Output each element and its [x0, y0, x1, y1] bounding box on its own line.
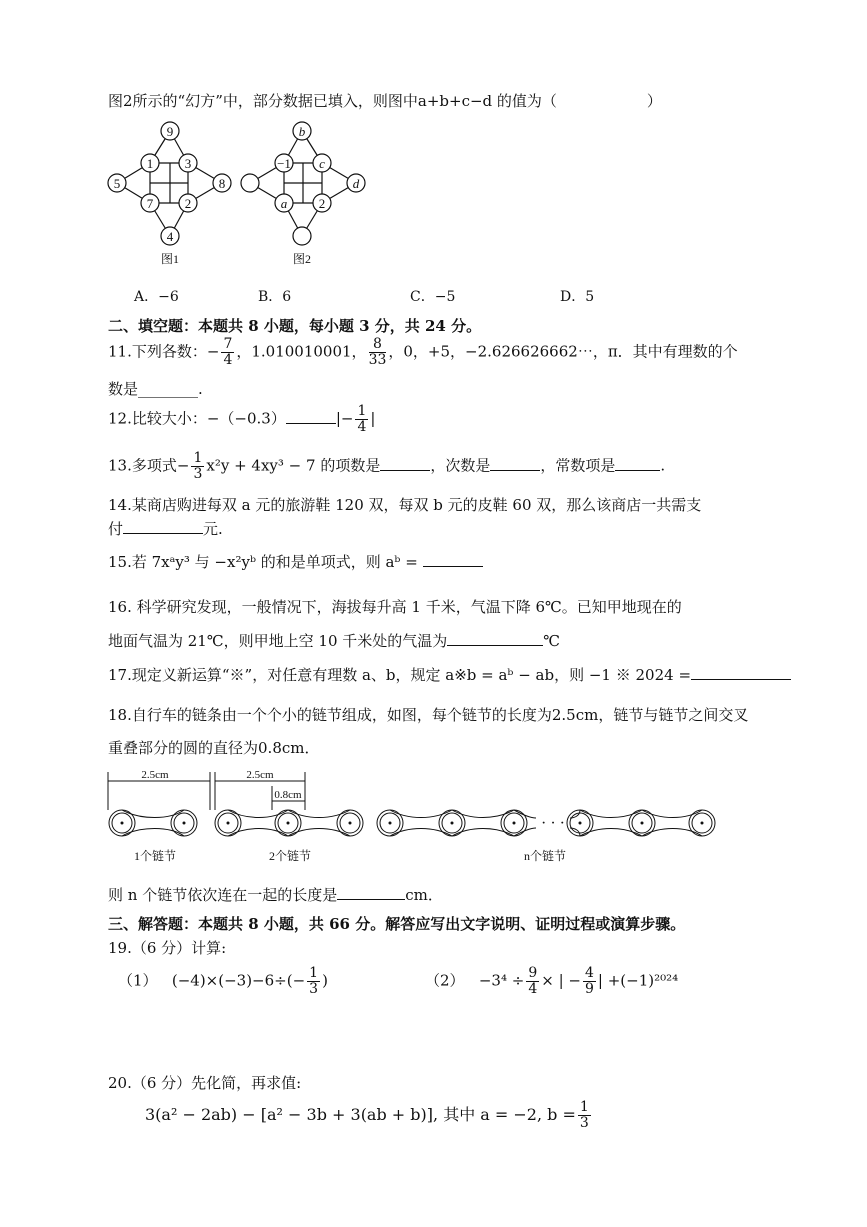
q14-line1: 14.某商店购进每双 a 元的旅游鞋 120 双，每双 b 元的皮鞋 60 双，那么该商店一共需支: [108, 496, 702, 514]
q19-p1-frac: [307, 966, 320, 997]
fig2-caption: 图2: [292, 252, 312, 266]
chain-figure: [100, 768, 720, 868]
q19-p1-frac-den: 3: [309, 981, 319, 997]
q15-text: 15.若 7xᵃy³ 与 −x²yᵇ 的和是单项式，则 aᵇ =: [108, 553, 418, 571]
q16-line2b: ℃: [543, 632, 561, 650]
chain-dim-3: 0.8cm: [274, 789, 302, 801]
magic-square-figures: [100, 118, 380, 268]
q17-text: 17.现定义新运算“※”，对任意有理数 a、b，规定 a※b = aᵇ − ab，则 −1 ※ 2024 =: [108, 666, 692, 684]
q19-p2-mid: × | −: [541, 971, 581, 990]
q13-a: ，次数是: [430, 456, 491, 475]
fig2-right-out: d: [352, 176, 360, 191]
q13-blank-constant[interactable]: [615, 456, 660, 471]
q12-post: |: [370, 409, 376, 428]
fig2-br: 2: [318, 196, 326, 211]
q11-line1: [108, 337, 738, 368]
q19-p1-label: （1）: [118, 971, 158, 990]
q12: [108, 404, 375, 435]
fig1-left-out: 5: [113, 176, 121, 191]
q13-frac: [191, 451, 204, 482]
q15: [108, 551, 483, 572]
q14-line2b: 元.: [203, 520, 223, 538]
q19-p1-frac-num: 1: [309, 965, 319, 981]
q11-mid1: ，1.010010001，: [236, 342, 367, 361]
q14-blank[interactable]: [123, 519, 203, 534]
q16-line2: [108, 630, 560, 651]
fig1-caption: 图1: [160, 252, 180, 266]
q11-pre: 11.下列各数：−: [108, 342, 220, 361]
q12-frac: [355, 404, 368, 435]
fig1-right-out: 8: [218, 176, 226, 191]
q18-answer-b: cm．: [405, 886, 443, 904]
q11-frac1-num: 7: [223, 336, 233, 352]
q13-c: .: [660, 456, 666, 475]
chain-cap-3: n个链节: [523, 849, 567, 863]
chain-dots: · · ·: [541, 815, 565, 832]
q19-p2-frac2: [583, 966, 596, 997]
fig2-right-in: c: [319, 156, 325, 171]
figure-2: [241, 122, 365, 245]
q14-line2a: 付: [108, 520, 124, 538]
fig1-bottom: 4: [166, 229, 174, 244]
q12-mid: |−: [335, 409, 354, 428]
q20-title: 20.（6 分）先化简，再求值:: [108, 1074, 302, 1092]
q13-blank-terms[interactable]: [380, 456, 430, 471]
q16-blank[interactable]: [447, 631, 543, 646]
fig1-top: 9: [166, 124, 174, 139]
q20-frac-den: 3: [579, 1115, 589, 1131]
section3-title: 三、解答题：本题共 8 小题，共 66 分。解答应写出文字说明、证明过程或演算步骤。: [108, 915, 686, 933]
q16-line1: 16. 科学研究发现，一般情况下，海拔每升高 1 千米，气温下降 6℃。已知甲地现在的: [108, 598, 682, 616]
fig2-bl: a: [280, 196, 288, 211]
figure-1: [108, 122, 231, 245]
q15-blank[interactable]: [423, 552, 483, 567]
q19-p2-label: （2）: [425, 971, 465, 990]
q13: [108, 451, 665, 482]
q11-mid2: ，0，+5，−2.626626662⋯，π．其中有理数的个: [388, 342, 738, 361]
q19-p2-frac2-num: 4: [584, 965, 594, 981]
q11-frac2-den: 33: [368, 352, 387, 368]
q18-blank[interactable]: [337, 885, 405, 900]
q13-expr: x²y + 4xy³ − 7 的项数是: [206, 456, 381, 475]
q12-pre: 12.比较大小：−（−0.3）: [108, 409, 286, 428]
q19-title: 19.（6 分）计算:: [108, 939, 227, 957]
q19-p1-end: ): [322, 971, 328, 990]
q13-pre: 13.多项式−: [108, 456, 190, 475]
q11-frac1-den: 4: [223, 352, 233, 368]
q19-p2-frac2-den: 9: [584, 981, 594, 997]
q20-expr: [145, 1100, 593, 1131]
q19-p2-end: | +(−1)²⁰²⁴: [597, 971, 679, 990]
q12-frac-num: 1: [357, 403, 367, 419]
q13-frac-den: 3: [193, 466, 203, 482]
q18-line2: 重叠部分的圆的直径为0.8cm．: [108, 739, 320, 757]
fig2-left-in: −1: [277, 156, 291, 171]
q20-frac: [578, 1100, 591, 1131]
option-b: B．6: [258, 289, 292, 305]
q19-part1: [118, 966, 328, 997]
q18-answer-a: 则 n 个链节依次连在一起的长度是: [108, 886, 338, 904]
q19-part2: [425, 966, 678, 997]
option-c: C．−5: [410, 289, 456, 305]
q10-stem: 图2所示的“幻方”中，部分数据已填入，则图中a+b+c−d 的值为（ ）: [108, 92, 662, 110]
q11-line2: 数是________.: [108, 380, 203, 398]
q13-blank-degree[interactable]: [490, 456, 540, 471]
fig1-br: 2: [184, 196, 192, 211]
q20-expr-text: 3(a² − 2ab) − [a² − 3b + 3(ab + b)], 其中 a = −2, b =: [145, 1105, 576, 1124]
section2-title: 二、填空题：本题共 8 小题，每小题 3 分，共 24 分。: [108, 317, 482, 335]
q19-p1-expr: (−4)×(−3)−6÷(−: [171, 971, 306, 990]
q13-frac-num: 1: [193, 450, 203, 466]
chain-cap-1: 1个链节: [133, 849, 177, 863]
q17: [108, 664, 791, 685]
chain-cap-2: 2个链节: [268, 849, 312, 863]
fig1-right-in: 3: [184, 156, 192, 171]
fig1-bl: 7: [146, 196, 154, 211]
option-a: A．−6: [134, 289, 179, 305]
q11-frac2-num: 8: [369, 337, 387, 353]
q12-frac-den: 4: [357, 419, 367, 435]
q19-p2-frac1-num: 9: [528, 965, 538, 981]
chain-dim-2: 2.5cm: [246, 769, 274, 781]
q11-frac1: [221, 337, 234, 368]
q19-p2-frac1-den: 4: [528, 981, 538, 997]
fig1-left-in: 1: [146, 156, 154, 171]
fig2-top: b: [298, 124, 306, 139]
q11-frac2: [369, 337, 387, 368]
q16-line2a: 地面气温为 21℃，则甲地上空 10 千米处的气温为: [108, 632, 448, 650]
q20-frac-num: 1: [579, 1099, 589, 1115]
q19-p2-frac1: [526, 966, 539, 997]
chain-dim-1: 2.5cm: [141, 769, 169, 781]
q17-blank[interactable]: [691, 665, 791, 680]
q18-line1: 18.自行车的链条由一个个小的链节组成，如图，每个链节的长度为2.5cm，链节与链节之间交叉: [108, 706, 749, 724]
q18-answer: [108, 884, 443, 905]
option-d: D．5: [560, 289, 595, 305]
q13-b: ，常数项是: [540, 456, 616, 475]
q19-p2-expr: −3⁴ ÷: [478, 971, 525, 990]
q12-blank[interactable]: [286, 409, 336, 424]
q14-line2: [108, 518, 223, 539]
